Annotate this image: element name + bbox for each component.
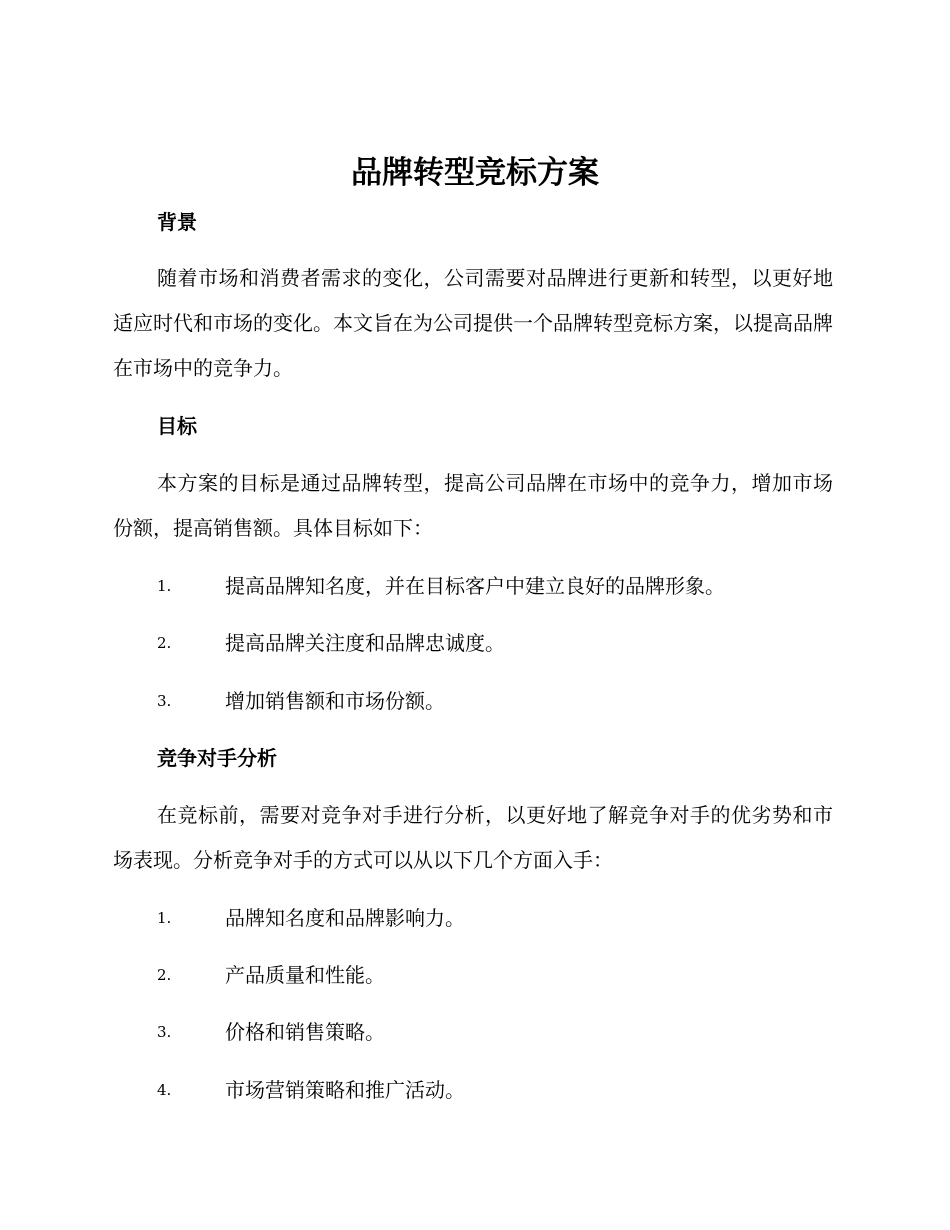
list-item-text: 产品质量和性能。 bbox=[225, 963, 385, 987]
list-item bbox=[0, 628, 950, 658]
list-item-number: 4. bbox=[157, 1081, 172, 1099]
list-item-number: 2. bbox=[157, 966, 172, 984]
competitor-analysis-paragraph: 在竞标前，需要对竞争对手进行分析，以更好地了解竞争对手的优劣势和市场表现。分析竞争对手的方式可以从以下几个方面入手： bbox=[113, 803, 833, 872]
list-item-text: 提高品牌关注度和品牌忠诚度。 bbox=[225, 631, 505, 655]
list-item-text: 增加销售额和市场份额。 bbox=[225, 689, 445, 713]
list-item-number: 3. bbox=[157, 1023, 172, 1041]
list-item-number: 1. bbox=[157, 577, 172, 595]
goals-paragraph: 本方案的目标是通过品牌转型，提高公司品牌在市场中的竞争力，增加市场份额，提高销售额。具体目标如下： bbox=[113, 471, 833, 540]
list-item-text: 品牌知名度和品牌影响力。 bbox=[225, 906, 465, 930]
list-item-text: 提高品牌知名度，并在目标客户中建立良好的品牌形象。 bbox=[225, 574, 725, 598]
section-heading-competitor-analysis: 竞争对手分析 bbox=[157, 746, 277, 770]
list-item-number: 3. bbox=[157, 692, 172, 710]
section-heading-goals: 目标 bbox=[157, 414, 197, 438]
list-item-number: 1. bbox=[157, 909, 172, 927]
document-title: 品牌转型竞标方案 bbox=[351, 155, 599, 191]
section-heading-background: 背景 bbox=[157, 210, 197, 234]
list-item bbox=[0, 903, 950, 933]
list-item bbox=[0, 960, 950, 990]
list-item-text: 市场营销策略和推广活动。 bbox=[225, 1078, 465, 1102]
list-item bbox=[0, 1075, 950, 1105]
list-item-number: 2. bbox=[157, 634, 172, 652]
background-paragraph: 随着市场和消费者需求的变化，公司需要对品牌进行更新和转型，以更好地适应时代和市场的变化。本文旨在为公司提供一个品牌转型竞标方案，以提高品牌在市场中的竞争力。 bbox=[113, 266, 833, 380]
list-item-text: 价格和销售策略。 bbox=[225, 1020, 385, 1044]
list-item bbox=[0, 571, 950, 601]
list-item bbox=[0, 686, 950, 716]
list-item bbox=[0, 1017, 950, 1047]
